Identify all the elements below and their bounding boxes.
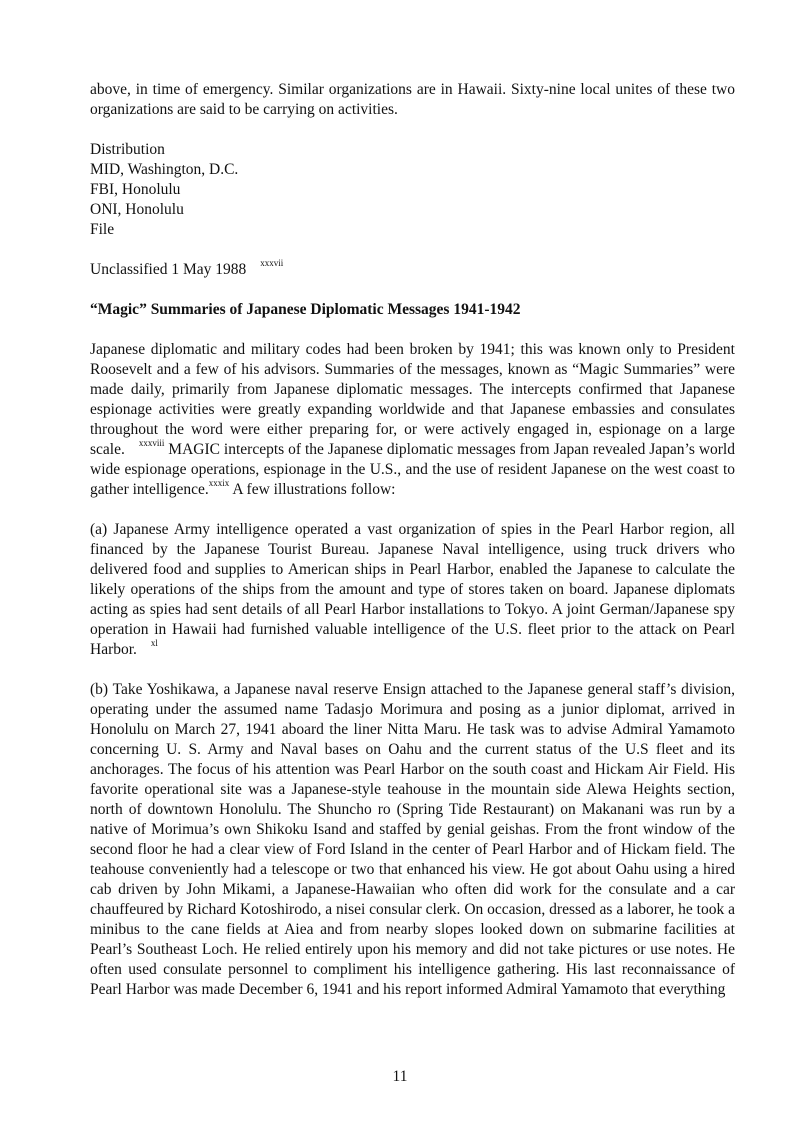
section-heading: “Magic” Summaries of Japanese Diplomatic Messages 1941-1942 (90, 301, 521, 318)
endnote-ref: xxxix (208, 477, 230, 488)
paragraph-a-text: (a) Japanese Army intelligence operated a vast organization of spies in the Pearl Harbor region, all financed by the Japanese Tourist Bureau. Japanese Naval intelligence, using truck drivers who delivered food and supplies to American ships in Pearl Harbor, enabled the Japanese to calculate the likely operations of the ships from the amount and type of stores taken on board. Japanese diplomats acting as spies had sent details of all Pearl Harbor installations to Tokyo. A joint German/Japanese spy operation in Hawaii had furnished valuable intelligence of the U.S. fleet prior to the attack on Pearl Harbor. (90, 521, 735, 658)
distribution-list (90, 140, 735, 240)
distribution-item: MID, Washington, D.C. (90, 161, 239, 178)
magic-paragraph-part: MAGIC intercepts of the Japanese diplomatic messages from Japan revealed Japan’s world wide espionage operations, espionage in the U.S., and the use of resident Japanese on the west coast to gather intelligence. (90, 441, 735, 498)
distribution-item: File (90, 221, 115, 238)
endnote-ref: xl (150, 637, 158, 648)
classification-text: Unclassified 1 May 1988 (90, 261, 247, 278)
magic-paragraph (90, 340, 735, 500)
paragraph-b: (b) Take Yoshikawa, a Japanese naval reserve Ensign attached to the Japanese general staff’s division, operating under the assumed name Tadasjo Morimura and posing as a junior diplomat, arrived in Honolulu on March 27, 1941 aboard the liner Nitta Maru. He task was to advise Admiral Yamamoto concerning U. S. Army and Naval bases on Oahu and the current status of the U.S fleet and its anchorages. The focus of his attention was Pearl Harbor on the south coast and Hickam Air Field. His favorite operational site was a Japanese-style teahouse in the mountain side Alewa Heights section, north of downtown Honolulu. The Shuncho ro (Spring Tide Restaurant) on Makanani was run by a native of Morimua’s own Shikoku Isand and staffed by genial geishas. From the front window of the second floor he had a clear view of Ford Island in the center of Pearl Harbor and of Hickam field. The teahouse conveniently had a telescope or two that enhanced his view. He got about Oahu using a hired cab driven by John Mikami, a Japanese-Hawaiian who often did work for the consulate and a car chauffeured by Richard Kotoshirodo, a nisei consular clerk. On occasion, dressed as a laborer, he took a minibus to the cane fields at Aiea and from nearby slopes looked down on submarine facilities at Pearl’s Southeast Loch. He relied entirely upon his memory and did not take pictures or use notes. He often used consulate personnel to compliment his intelligence gathering. His last reconnaissance of Pearl Harbor was made December 6, 1941 and his report informed Admiral Yamamoto that everything (90, 681, 735, 998)
distribution-item: FBI, Honolulu (90, 181, 181, 198)
page-number: 11 (392, 1068, 408, 1085)
paragraph-a (90, 520, 735, 660)
endnote-ref: xxxvii (260, 257, 284, 268)
endnote-ref: xxxviii (138, 437, 165, 448)
distribution-item: ONI, Honolulu (90, 201, 184, 218)
intro-paragraph: above, in time of emergency. Similar organizations are in Hawaii. Sixty-nine local unites of these two organizations are said to be carrying on activities. (90, 81, 735, 118)
classification-line (90, 257, 735, 280)
distribution-heading: Distribution (90, 141, 165, 158)
document-page (90, 80, 735, 1020)
magic-paragraph-part: Japanese diplomatic and military codes had been broken by 1941; this was known only to President Roosevelt and a few of his advisors. Summaries of the messages, known as “Magic Summaries” were made daily, primarily from Japanese diplomatic messages. The intercepts confirmed that Japanese espionage activities were greatly expanding worldwide and that Japanese embassies and consulates throughout the word were either preparing for, or were actively engaged in, espionage on a large scale. (90, 341, 735, 458)
magic-paragraph-part: A few illustrations follow: (229, 481, 396, 498)
